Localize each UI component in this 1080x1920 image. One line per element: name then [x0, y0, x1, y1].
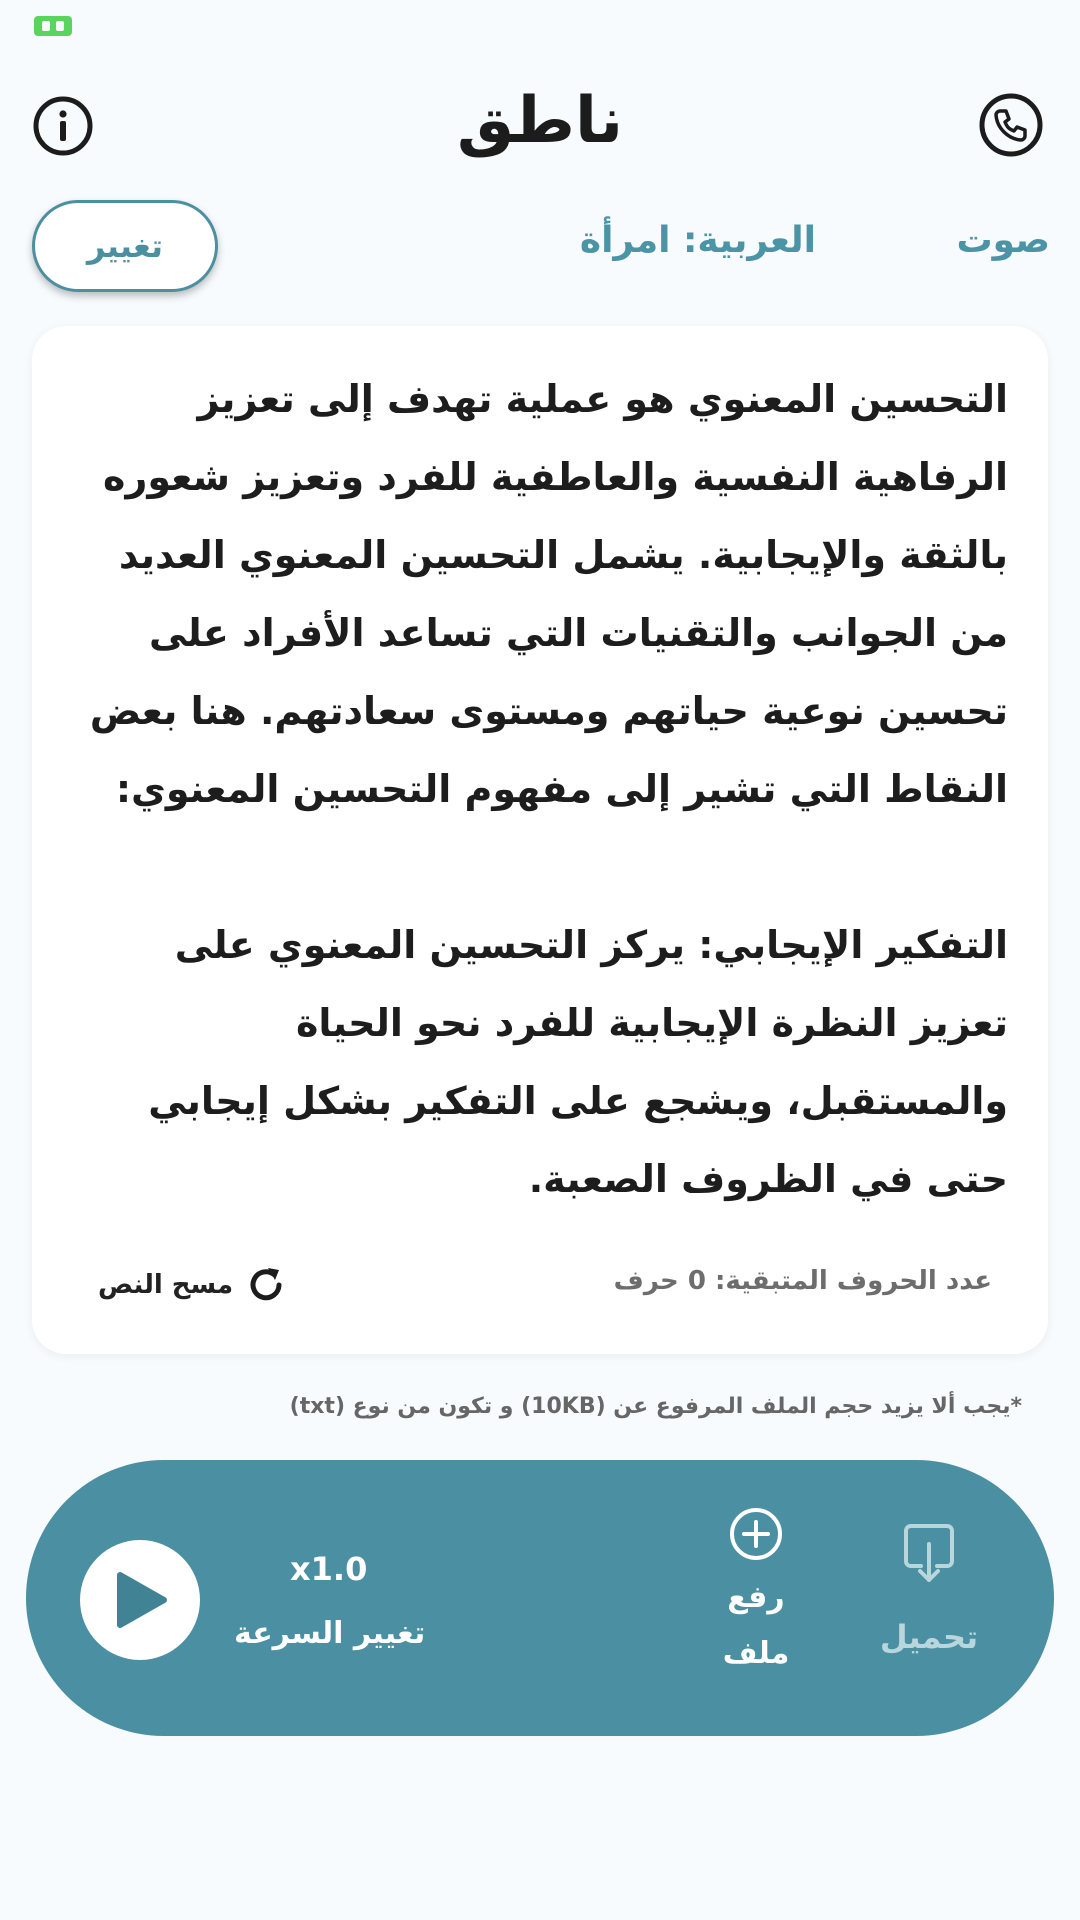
voice-selector [0, 198, 1080, 294]
phone-icon [978, 92, 1044, 158]
app-title: ناطق [456, 84, 624, 158]
download-label: تحميل [879, 1618, 979, 1656]
play-icon [112, 1570, 172, 1630]
upload-label-line2: ملف [722, 1636, 790, 1671]
plus-circle-icon [728, 1506, 784, 1562]
text-paragraph: التحسين المعنوي هو عملية تهدف إلى تعزيز الرفاهية النفسية والعاطفية للفرد وتعزيز شعوره بالثقة والإيجابية. يشمل التحسين المعنوي العديد من الجوانب والتقنيات التي تساعد الأفراد على تحسين نوعية حياتهم ومستوى سعادتهم. هنا بعض النقاط التي تشير إلى مفهوم التحسين المعنوي: [89, 377, 1008, 811]
voice-label: صوت [956, 220, 1050, 261]
voice-value: العربية: امرأة [579, 220, 816, 261]
remaining-chars-counter: عدد الحروف المتبقية: 0 حرف [613, 1266, 992, 1296]
change-speed-button[interactable]: تغيير السرعة [234, 1616, 426, 1651]
download-icon [901, 1522, 957, 1586]
speed-value[interactable]: x1.0 [290, 1550, 368, 1588]
text-paragraph: التفكير الإيجابي: يركز التحسين المعنوي على تعزيز النظرة الإيجابية للفرد نحو الحياة والمستقبل، ويشجع على التفكير بشكل إيجابي حتى في الظروف الصعبة. [148, 923, 1008, 1201]
text-input[interactable] [68, 360, 1008, 1218]
player-bar [26, 1460, 1054, 1736]
status-bar [0, 0, 1080, 52]
clear-text-button[interactable] [98, 1260, 289, 1310]
battery-icon [34, 16, 72, 36]
refresh-icon [243, 1262, 289, 1308]
upload-file-button[interactable] [696, 1506, 816, 1696]
clear-text-label: مسح النص [98, 1270, 234, 1300]
upload-note: *يجب ألا يزيد حجم الملف المرفوع عن (10KB) و تكون من نوع (txt) [289, 1394, 1022, 1419]
header [0, 70, 1080, 180]
text-input-card[interactable] [32, 326, 1048, 1354]
contact-button[interactable] [978, 92, 1040, 154]
play-button[interactable] [80, 1540, 200, 1660]
upload-label-line1: رفع [727, 1580, 785, 1615]
download-button[interactable] [864, 1522, 994, 1692]
paragraph-gap [68, 828, 1008, 906]
change-voice-button[interactable]: تغيير [32, 200, 218, 292]
